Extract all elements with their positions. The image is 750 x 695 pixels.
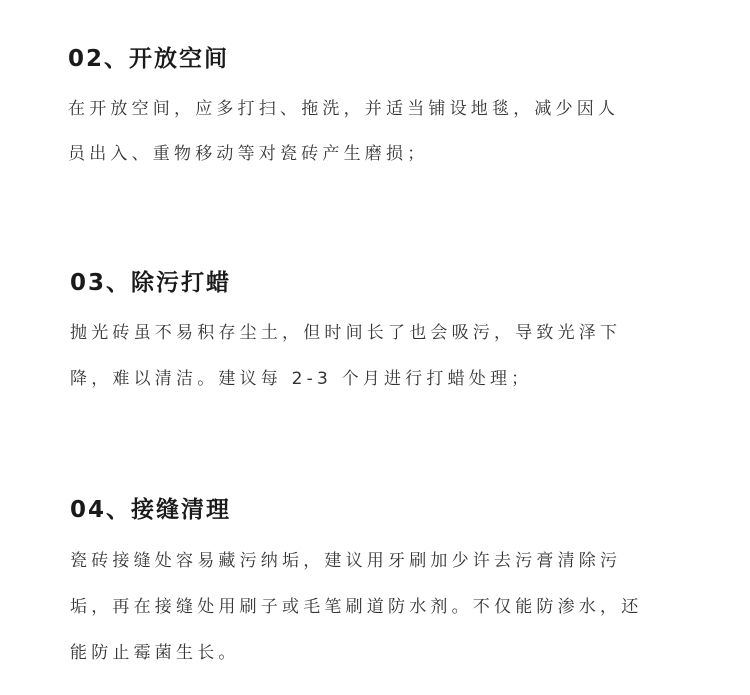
paragraph-line: 员出入、重物移动等对瓷砖产生磨损； <box>68 144 429 164</box>
section-title: 03、除污打蜡 <box>70 270 232 296</box>
paragraph-line: 瓷砖接缝处容易藏污纳垢，建议用牙刷加少许去污膏清除污 <box>70 551 622 571</box>
section-paragraph <box>68 94 688 174</box>
paragraph-line: 抛光砖虽不易积存尘土，但时间长了也会吸污，导致光泽下 <box>70 323 622 343</box>
section-title: 02、开放空间 <box>68 46 230 72</box>
paragraph-line: 能防止霉菌生长。 <box>70 643 240 663</box>
section-title: 04、接缝清理 <box>70 497 232 523</box>
paragraph-line: 在开放空间，应多打扫、拖洗，并适当铺设地毯，减少因人 <box>68 99 620 119</box>
section-paragraph <box>70 318 690 398</box>
section-paragraph <box>70 546 690 676</box>
paragraph-line: 垢，再在接缝处用刷子或毛笔刷道防水剂。不仅能防渗水，还 <box>70 597 643 617</box>
paragraph-line: 降，难以清洁。建议每 2-3 个月进行打蜡处理； <box>70 369 533 389</box>
